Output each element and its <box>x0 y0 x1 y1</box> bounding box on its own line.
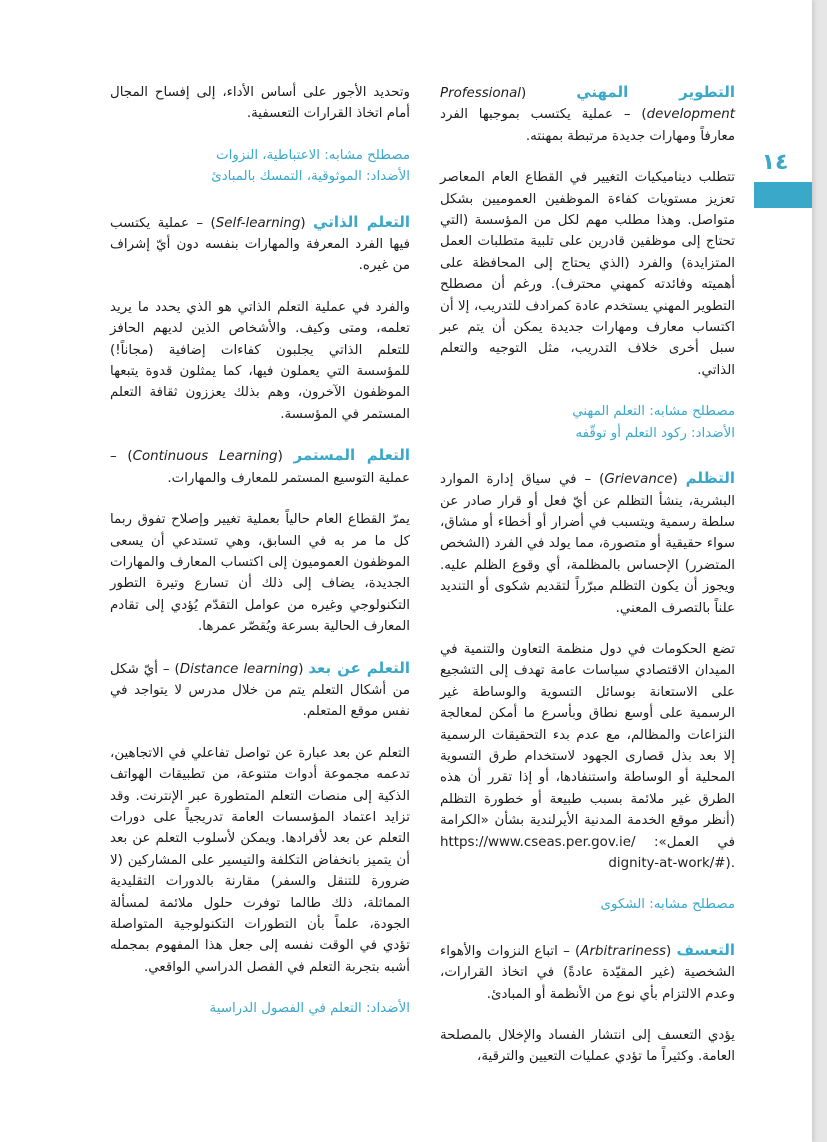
paragraph: التعلم عن بعد عبارة عن تواصل تفاعلي في الاتجاهين، تدعمه مجموعة أدوات متنوعة، من تطبيقات الهواتف الذكية إلى منصات التعلم المتطورة عبر الإنترنت. وقد تزايد اعتماد المؤسسات العامة تدريجياً على دورات التعلم عن بعد لأفرادها. ويمكن لأسلوب التعلم عن بعد أن يتميز بانخفاض التكلفة والتيسير على المشاركين (لا ضرورة للتنقل والسفر) مقارنة بالدورات التقليدية المماثلة، ذلك طالما توفرت حلول ملائمة لمسألة الجودة، علماً بأن التطورات التكنولوجية المتواصلة تؤدي في الوقت نفسه إلى جعل هذا المفهوم بمجمله أشبه بتجربة التعلم في الفصل الدراسي الواقعي. <box>110 745 410 975</box>
paragraph: يمرّ القطاع العام حالياً بعملية تغيير وإصلاح تفوق ربما كل ما مر به في السابق، وهي تستدعي أن يسعى الموظفون العموميون إلى اكتساب المعارف والمهارات الجديدة، يضاف إلى ذلك أن تسارع وتيرة التطور التكنولوجي وغيره من عوامل التقدّم يُؤدي إلى تقادم المعارف الحالية بسرعة ويُقصّر عمرها. <box>110 512 410 635</box>
term-heading: التعلم المستمر <box>293 446 410 465</box>
term-definition: – عملية يكتسب فيها الفرد المعرفة والمهارات بنفسه دون أيّ إشراف من غيره. <box>110 215 410 274</box>
term-definition: – اتباع النزوات والأهواء الشخصية (غير المقيّدة عادةً) في اتخاذ القرارات، وعدم الالتزام بأي نوع من الأنظمة أو المبادئ. <box>440 943 735 1002</box>
left-column <box>110 82 410 1020</box>
reference-url-cont: dignity-at-work/#). <box>608 856 735 871</box>
page-number: ١٤ <box>761 150 789 175</box>
term-heading: التعسف <box>676 940 736 959</box>
paragraph <box>440 639 735 874</box>
paragraph: والفرد في عملية التعلم الذاتي هو الذي يحدد ما يريد تعلمه، ومتى وكيف. والأشخاص الذين لديهم الحافز للتعلم الذاتي يجلبون كفاءات إضافية (مجاناً!) للمؤسسة التي يعملون فيها، كما يمثلون قدوة يتبعها الموظفون الآخرون، وهم بذلك يعززون ثقافة التعلم المستمر في المؤسسة. <box>110 299 410 422</box>
paragraph: تتطلب ديناميكيات التغيير في القطاع العام المعاصر تعزيز مستويات كفاءة الموظفين العموميين بشكل متواصل. وهذا مطلب مهم لكل من المؤسسة (التي تحتاج إلى موظفين قادرين على تلبية متطلبات العمل المتزايدة) والفرد (الذي يحتاج إلى المحافظة على أهميته وفائدته كمهني محترف). ورغم أن مصطلح التطوير المهني يستخدم عادة كمرادف للتدريب، إلا أن اكتساب معارف ومهارات جديدة يمكن أن يتم عبر سبل أخرى خلاف التدريب، مثل التوجيه والتعلم الذاتي. <box>440 170 735 378</box>
term-heading: التطوير المهني <box>576 83 735 101</box>
term-english: Self-learning <box>215 215 301 231</box>
term-definition: – في سياق إدارة الموارد البشرية، ينشأ التظلم عن أيّ فعل أو قرار صادر عن سلطة رسمية ويتسبب في أضرار أو أخطاء أو مشاق، سواء حقيقية أو متصورة، مما يولد في الفرد (الشخص المتضرر) الإحساس بالمظلمة، أي وقوع الظلم عليه. ويجوز أن يكون التظلم مبرّراً لتقديم شكوى أو التنديد علناً بالتصرف المعني. <box>440 472 735 616</box>
opposite-terms: الأضداد: التعلم في الفصول الدراسية <box>209 1001 410 1017</box>
related-terms <box>440 894 735 915</box>
term-english: Arbitrariness <box>580 943 667 959</box>
entry-self-learning: التعلم الذاتي (Self-learning) – عملية يكتسب فيها الفرد المعرفة والمهارات بنفسه دون أيّ إشراف من غيره. <box>110 212 411 274</box>
term-definition: – عملية التوسيع المستمر للمعارف والمهارات. <box>110 449 410 486</box>
term-english: Professional development <box>440 86 736 123</box>
entry-professional-development: التطوير المهني (Professional development) – عملية يكتسب بموجبها الفرد معارفاً ومهارات جديدة مرتبطة بمهنته. <box>440 83 736 144</box>
term-english: Continuous Learning <box>132 449 278 465</box>
related-terms <box>110 145 410 188</box>
opposite-terms: الأضداد: ركود التعلم أو توقّفه <box>575 425 735 441</box>
similar-term: مصطلح مشابه: الشكوى <box>600 897 735 913</box>
term-definition: – أيّ شكل من أشكال التعلم يتم من خلال مدرس لا يتواجد في نفس موقع المتعلم. <box>110 661 410 720</box>
reference-url: https://www.cseas.per.gov.ie/ <box>440 834 636 850</box>
related-terms <box>440 401 735 444</box>
term-heading: التعلم عن بعد <box>308 658 411 677</box>
term-heading: التعلم الذاتي <box>313 212 411 231</box>
entry-arbitrariness: التعسف (Arbitrariness) – اتباع النزوات والأهواء الشخصية (غير المقيّدة عادةً) في اتخاذ القرارات، وعدم الالتزام بأي نوع من الأنظمة أو المبادئ. <box>440 940 736 1002</box>
paragraph: وتحديد الأجور على أساس الأداء، إلى إفساح المجال أمام اتخاذ القرارات التعسفية. <box>110 85 410 122</box>
term-definition: – عملية يكتسب بموجبها الفرد معارفاً ومهارات جديدة مرتبطة بمهنته. <box>440 107 735 144</box>
similar-term: مصطلح مشابه: الاعتباطية، النزوات <box>216 147 410 163</box>
opposite-terms: الأضداد: الموثوقية، التمسك بالمبادئ <box>211 169 410 185</box>
entry-distance-learning: التعلم عن بعد (Distance learning) – أيّ شكل من أشكال التعلم يتم من خلال مدرس لا يتواجد في نفس موقع المتعلم. <box>110 658 411 720</box>
right-column <box>440 82 735 1068</box>
entry-continuous-learning: التعلم المستمر (Continuous Learning) – عملية التوسيع المستمر للمعارف والمهارات. <box>110 446 410 486</box>
entry-grievance: التظلم (Grievance) – في سياق إدارة الموارد البشرية، ينشأ التظلم عن أيّ فعل أو قرار صادر عن سلطة رسمية ويتسبب في أضرار أو أخطاء أو مشاق، سواء حقيقية أو متصورة، مما يولد في الفرد (الشخص المتضرر) الإحساس بالمظلمة، أي وقوع الظلم عليه. ويجوز أن يكون التظلم مبرّراً لتقديم شكوى أو التنديد علناً بالتصرف المعني. <box>440 469 735 616</box>
term-heading: التظلم <box>685 469 735 488</box>
chapter-tab-marker <box>754 182 812 208</box>
paragraph: يؤدي التعسف إلى انتشار الفساد والإخلال بالمصلحة العامة. وكثيراً ما تؤدي عمليات التعيين والترقية، <box>440 1028 735 1065</box>
term-english: Grievance <box>604 472 673 488</box>
term-english: Distance learning <box>179 661 299 677</box>
similar-term: مصطلح مشابه: التعلم المهني <box>572 404 735 420</box>
paragraph-text: تضع الحكومات في دول منظمة التعاون والتنمية في الميدان الاقتصادي سياسات عامة تهدف إلى التشجيع على الاستعانة بوسائل التسوية والوساطة غير الرسمية على أوسع نطاق وبأسرع ما أمكن لمعالجة النزاعات والمظالم، مع عدم بدء التحقيقات الرسمية إلا بعد بذل قصارى الجهود لاستخدام طرق التسوية المحلية أو الوساطة واستنفادها، أو إذا تقرر أن هذه الطرق غير ملائمة بسبب طبيعة أو خطورة التظلم (أنظر موقع الخدمة المدنية الأيرلندية بشأن «الكرامة في العمل»: <box>440 641 735 850</box>
